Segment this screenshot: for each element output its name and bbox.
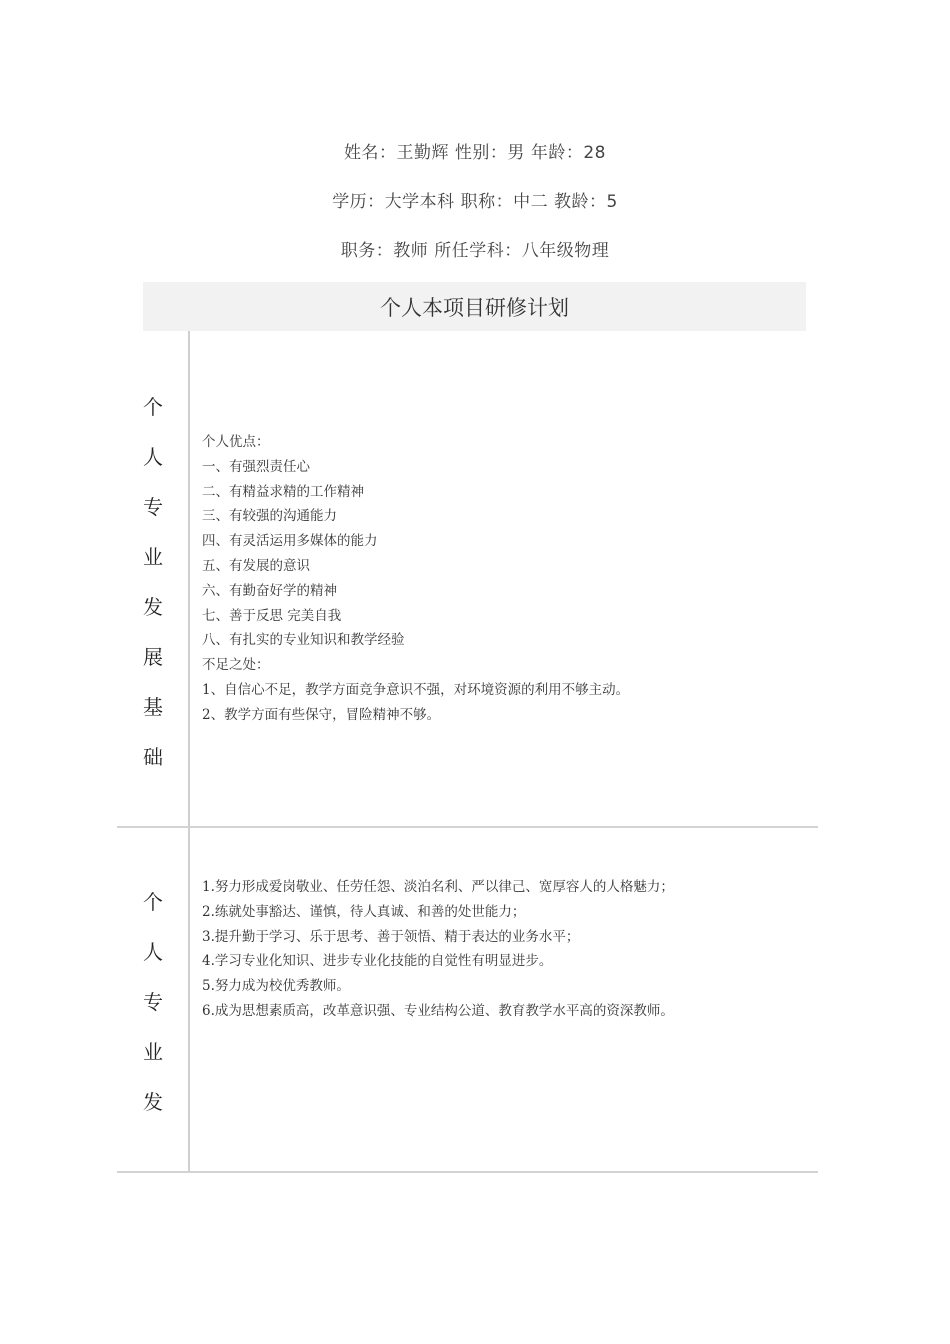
- section2-heading: [130, 889, 176, 1139]
- heading-char: 业: [143, 1040, 163, 1064]
- heading-char: 专: [143, 495, 163, 519]
- content-line: 个人优点：: [202, 434, 270, 450]
- content-line: 1、自信心不足，教学方面竞争意识不强，对环境资源的利用不够主动。: [202, 681, 630, 698]
- content-line: 1.努力形成爱岗敬业、任劳任怨、淡泊名利、严以律己、宽厚容人的人格魅力；: [202, 879, 674, 895]
- content-line: 六、有勤奋好学的精神: [202, 582, 337, 599]
- table-column-divider-2: [188, 828, 190, 1172]
- heading-char: 个: [143, 395, 163, 419]
- heading-char: 发: [143, 595, 163, 619]
- content-line: 二、有精益求精的工作精神: [202, 483, 364, 500]
- heading-char: 基: [143, 695, 163, 719]
- table-row-divider-2: [117, 1171, 818, 1173]
- teacher-info-line-2: 学历：大学本科 职称：中二 教龄：5: [332, 192, 618, 212]
- heading-char: 础: [143, 745, 163, 769]
- content-line: 四、有灵活运用多媒体的能力: [202, 533, 378, 550]
- content-line: 5.努力成为校优秀教师。: [202, 978, 350, 995]
- heading-char: 业: [143, 545, 163, 569]
- heading-char: 展: [143, 645, 163, 669]
- content-line: 一、有强烈责任心: [202, 458, 310, 475]
- heading-char: 人: [143, 445, 163, 469]
- teacher-info-line-1: 姓名：王勤辉 性别：男 年龄：28: [344, 143, 606, 163]
- section1-heading: [130, 394, 176, 794]
- content-line: 三、有较强的沟通能力: [202, 508, 337, 525]
- heading-char: 个: [143, 890, 163, 914]
- content-line: 4.学习专业化知识、进步专业化技能的自觉性有明显进步。: [202, 953, 553, 970]
- content-line: 6.成为思想素质高，改革意识强、专业结构公道、教育教学水平高的资深教师。: [202, 1002, 674, 1019]
- content-line: 2、教学方面有些保守，冒险精神不够。: [202, 706, 441, 723]
- heading-char: 人: [143, 940, 163, 964]
- section2-content: [202, 875, 674, 1024]
- content-line: 2.练就处事豁达、谨慎，待人真诚、和善的处世能力；: [202, 903, 526, 920]
- content-line: 3.提升勤于学习、乐于思考、善于领悟、精于表达的业务水平；: [202, 928, 580, 945]
- plan-title: 个人本项目研修计划: [143, 282, 806, 331]
- table-row-divider-1: [117, 826, 818, 828]
- heading-char: 发: [143, 1090, 163, 1114]
- content-line: 八、有扎实的专业知识和教学经验: [202, 632, 405, 649]
- content-line: 五、有发展的意识: [202, 557, 310, 574]
- content-line: 七、善于反思 完美自我: [202, 607, 342, 624]
- content-line: 不足之处：: [202, 657, 270, 674]
- section1-content: [202, 430, 629, 728]
- teacher-info-line-3: 职务：教师 所任学科：八年级物理: [340, 241, 610, 261]
- table-column-divider-1: [188, 331, 190, 827]
- heading-char: 专: [143, 990, 163, 1014]
